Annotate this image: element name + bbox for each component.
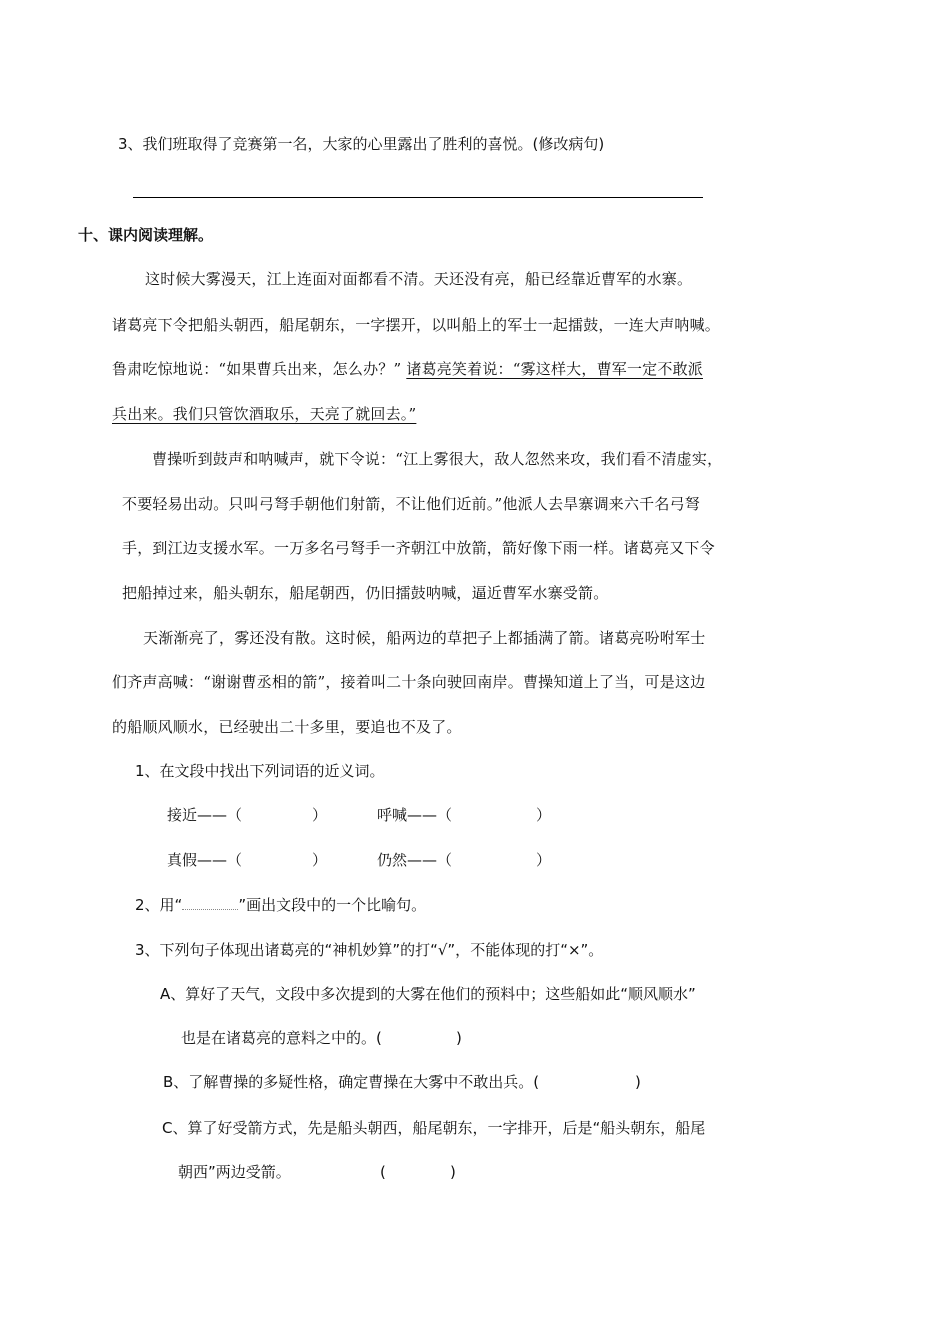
synonym-blank[interactable]: ） (536, 851, 552, 869)
question-2 (135, 898, 426, 913)
option-c-blank[interactable]: ) (450, 1163, 456, 1181)
passage-text: 鲁肃吃惊地说：“如果曹兵出来，怎么办？” (112, 360, 402, 378)
synonym-item: 仍然——（ (377, 851, 453, 869)
question-3: 3、下列句子体现出诸葛亮的“神机妙算”的打“√”，不能体现的打“×”。 (135, 941, 604, 959)
passage-line: 天渐渐亮了，雾还没有散。这时候，船两边的草把子上都插满了箭。诸葛亮吩咐军士 (143, 629, 706, 647)
question-1: 1、在文段中找出下列词语的近义词。 (135, 762, 385, 780)
answer-line[interactable] (133, 197, 703, 198)
synonym-blank[interactable]: ） (536, 806, 552, 824)
option-c-line2: 朝西”两边受箭。 (178, 1163, 291, 1181)
option-a-blank[interactable]: ) (456, 1029, 462, 1047)
option-a-line1: A、算好了天气，文段中多次提到的大雾在他们的预料中；这些船如此“顺风顺水” (160, 985, 696, 1003)
wavy-line-sample (182, 908, 238, 910)
passage-line: 诸葛亮下令把船头朝西，船尾朝东，一字摆开，以叫船上的军士一起擂鼓，一连大声呐喊。 (112, 316, 721, 334)
synonym-item: 接近——（ (167, 806, 243, 824)
question-2-suffix: ”画出文段中的一个比喻句。 (238, 896, 427, 914)
passage-line: 兵出来。我们只管饮酒取乐，天亮了就回去。” (112, 405, 417, 423)
option-b: B、了解曹操的多疑性格，确定曹操在大雾中不敢出兵。( (163, 1073, 540, 1091)
passage-line: 的船顺风顺水，已经驶出二十多里，要追也不及了。 (112, 718, 462, 736)
passage-line: 不要轻易出动。只叫弓弩手朝他们射箭，不让他们近前。”他派人去旱寨调来六千名弓弩 (122, 495, 700, 513)
passage-line (112, 362, 703, 377)
passage-line: 把船掉过来，船头朝东，船尾朝西，仍旧擂鼓呐喊，逼近曹军水寨受箭。 (122, 584, 609, 602)
passage-line: 曹操听到鼓声和呐喊声，就下令说：“江上雾很大，敌人忽然来攻，我们看不清虚实， (152, 450, 723, 468)
option-c-paren: ( (380, 1163, 386, 1181)
synonym-item: 真假——（ (167, 851, 243, 869)
passage-line: 这时候大雾漫天，江上连面对面都看不清。天还没有亮，船已经靠近曹军的水寨。 (145, 270, 693, 288)
synonym-blank[interactable]: ） (312, 851, 328, 869)
synonym-blank[interactable]: ） (312, 806, 328, 824)
section-title: 十、课内阅读理解。 (78, 226, 214, 244)
synonym-item: 呼喊——（ (377, 806, 453, 824)
option-b-blank[interactable]: ) (635, 1073, 641, 1091)
question-3-modify-sentence: 3、我们班取得了竞赛第一名，大家的心里露出了胜利的喜悦。(修改病句) (118, 135, 605, 153)
option-c-line1: C、算了好受箭方式，先是船头朝西，船尾朝东，一字排开，后是“船头朝东，船尾 (162, 1119, 706, 1137)
option-a-line2: 也是在诸葛亮的意料之中的。( (181, 1029, 382, 1047)
question-2-prefix: 2、用“ (135, 896, 183, 914)
underlined-sentence: 诸葛亮笑着说：“雾这样大，曹军一定不敢派 (406, 360, 703, 378)
passage-line: 手，到江边支援水军。一万多名弓弩手一齐朝江中放箭，箭好像下雨一样。诸葛亮又下令 (122, 539, 715, 557)
passage-line: 们齐声高喊：“谢谢曹丞相的箭”，接着叫二十条向驶回南岸。曹操知道上了当，可是这边 (112, 673, 706, 691)
